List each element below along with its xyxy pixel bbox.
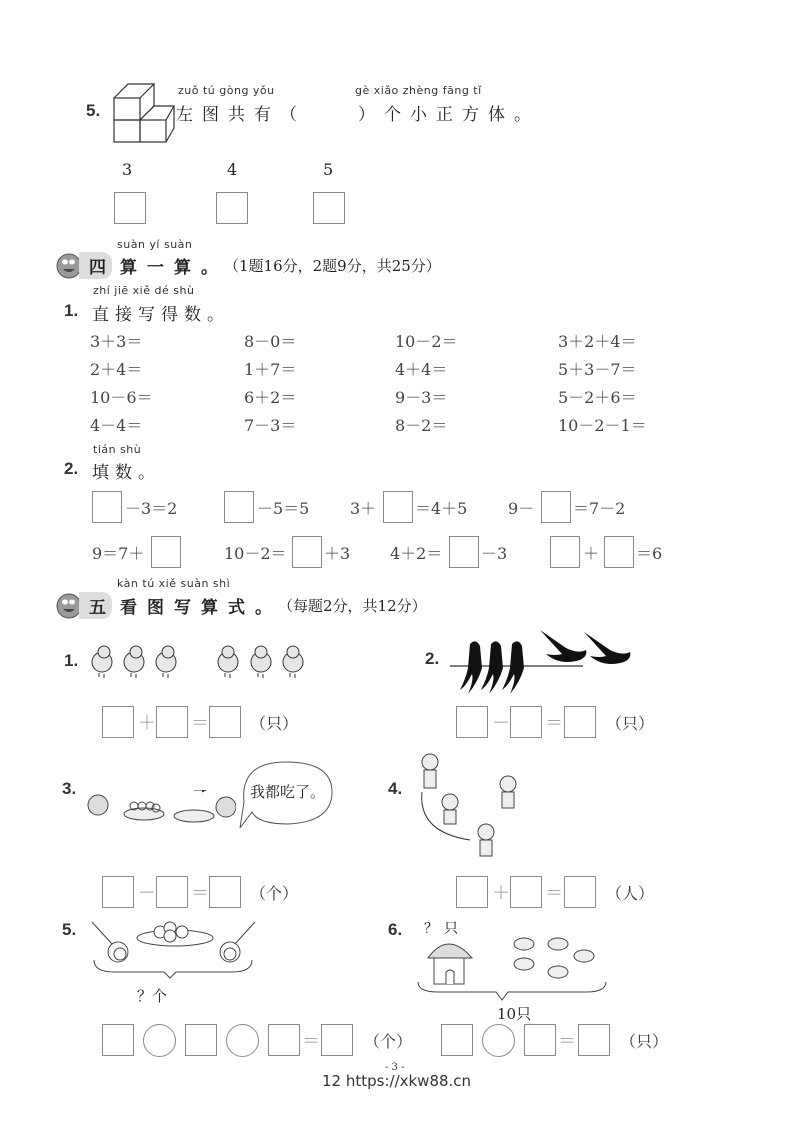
question-title: 填数。 bbox=[92, 463, 161, 483]
answer-box[interactable] bbox=[216, 192, 248, 224]
watermark: 12 https://xkw88.cn bbox=[322, 1072, 472, 1090]
equation-text: －3 bbox=[481, 544, 508, 563]
operator: ＝ bbox=[191, 883, 209, 904]
answer-box[interactable] bbox=[510, 876, 542, 908]
calc-item: 5＋3－7＝ bbox=[558, 360, 637, 379]
answer-box[interactable] bbox=[564, 876, 596, 908]
question-number: 3. bbox=[62, 779, 77, 798]
answer-box[interactable] bbox=[156, 706, 188, 738]
answer-box[interactable] bbox=[114, 192, 146, 224]
operator: － bbox=[138, 883, 156, 904]
children-illustration bbox=[410, 748, 540, 866]
brace-label: ？个 bbox=[137, 987, 168, 1005]
question-number: 1. bbox=[64, 651, 79, 670]
operator: － bbox=[492, 713, 510, 734]
section-header bbox=[55, 591, 427, 619]
answer-box[interactable] bbox=[224, 491, 254, 523]
question-number: 5. bbox=[62, 920, 77, 939]
operator-circle[interactable] bbox=[143, 1024, 176, 1057]
pinyin: kàn tú xiě suàn shì bbox=[117, 577, 231, 590]
mushroom-rabbits-illustration bbox=[414, 934, 614, 1004]
answer-box[interactable] bbox=[209, 706, 241, 738]
page-number: - 3 - bbox=[385, 1062, 405, 1073]
dumplings-illustration bbox=[90, 918, 260, 980]
option-label: 5 bbox=[323, 160, 334, 179]
answer-box[interactable] bbox=[185, 1024, 217, 1056]
answer-box[interactable] bbox=[510, 706, 542, 738]
calc-item: 2＋4＝ bbox=[90, 360, 143, 379]
speech-text: 我都吃了。 bbox=[250, 783, 326, 801]
answer-box[interactable] bbox=[604, 536, 634, 568]
answer-box[interactable] bbox=[102, 876, 134, 908]
answer-box[interactable] bbox=[321, 1024, 353, 1056]
calc-item: 1＋7＝ bbox=[244, 360, 297, 379]
equation-text: 10－2＝ bbox=[224, 544, 287, 563]
unit-label: （个） bbox=[250, 884, 299, 903]
answer-box[interactable] bbox=[209, 876, 241, 908]
equation-text: －5＝5 bbox=[257, 499, 310, 518]
operator-circle[interactable] bbox=[226, 1024, 259, 1057]
cubes-figure bbox=[110, 76, 176, 144]
equation-text: 3＋ bbox=[350, 499, 377, 518]
equation-text: ＝7－2 bbox=[573, 499, 626, 518]
answer-box[interactable] bbox=[151, 536, 181, 568]
answer-box[interactable] bbox=[383, 491, 413, 523]
calc-item: 10－2＝ bbox=[395, 332, 458, 351]
answer-box[interactable] bbox=[578, 1024, 610, 1056]
pinyin: gè xiǎo zhèng fāng tǐ bbox=[355, 84, 482, 97]
unit-label: （个） bbox=[364, 1032, 413, 1051]
equation-text: 9＝7＋ bbox=[92, 544, 145, 563]
section-score: （1题16分，2题9分，共25分） bbox=[224, 256, 441, 275]
equation-text: －3＝2 bbox=[125, 499, 178, 518]
answer-box[interactable] bbox=[449, 536, 479, 568]
calc-item: 4－4＝ bbox=[90, 416, 143, 435]
answer-box[interactable] bbox=[313, 192, 345, 224]
section-score: （每题2分，共12分） bbox=[278, 596, 427, 615]
calc-item: 3＋3＝ bbox=[90, 332, 143, 351]
answer-box[interactable] bbox=[524, 1024, 556, 1056]
answer-box[interactable] bbox=[102, 706, 134, 738]
answer-box[interactable] bbox=[268, 1024, 300, 1056]
question-number: 5. bbox=[86, 101, 101, 120]
calc-item: 5－2＋6＝ bbox=[558, 388, 637, 407]
question-number: 1. bbox=[64, 301, 79, 320]
equation-text: ＝6 bbox=[636, 544, 663, 563]
operator: ＋ bbox=[492, 883, 510, 904]
section-header bbox=[55, 251, 441, 279]
boy-plate-illustration bbox=[86, 790, 236, 826]
answer-box[interactable] bbox=[550, 536, 580, 568]
option-label: 4 bbox=[227, 160, 238, 179]
calc-item: 4＋4＝ bbox=[395, 360, 448, 379]
unit-label: （人） bbox=[606, 884, 655, 903]
answer-box[interactable] bbox=[456, 876, 488, 908]
operator: ＝ bbox=[302, 1031, 320, 1052]
equation-text: ＋3 bbox=[324, 544, 351, 563]
answer-box[interactable] bbox=[92, 491, 122, 523]
answer-box[interactable] bbox=[564, 706, 596, 738]
operator: ＝ bbox=[545, 713, 563, 734]
calc-item: 7－3＝ bbox=[244, 416, 297, 435]
answer-box[interactable] bbox=[156, 876, 188, 908]
calc-item: 6＋2＝ bbox=[244, 388, 297, 407]
pinyin: zuǒ tú gòng yǒu bbox=[178, 84, 275, 97]
question-number: 4. bbox=[388, 779, 403, 798]
answer-box[interactable] bbox=[441, 1024, 473, 1056]
operator: ＝ bbox=[191, 713, 209, 734]
section-title: 看图写算式。 bbox=[120, 597, 282, 618]
question-text: 左图共有（ ）个小正方体。 bbox=[176, 105, 540, 125]
calc-item: 10－2－1＝ bbox=[558, 416, 647, 435]
operator: ＝ bbox=[545, 883, 563, 904]
option-label: 3 bbox=[122, 160, 133, 179]
answer-box[interactable] bbox=[102, 1024, 134, 1056]
equation-text: ＝4＋5 bbox=[415, 499, 468, 518]
pinyin: zhí jiē xiě dé shù bbox=[93, 284, 195, 297]
calc-item: 3＋2＋4＝ bbox=[558, 332, 637, 351]
answer-box[interactable] bbox=[292, 536, 322, 568]
equation-text: 4＋2＝ bbox=[390, 544, 443, 563]
calc-item: 8－2＝ bbox=[395, 416, 448, 435]
unit-label: （只） bbox=[620, 1032, 669, 1051]
operator-circle[interactable] bbox=[482, 1024, 515, 1057]
question-number: 2. bbox=[425, 649, 440, 668]
answer-box[interactable] bbox=[456, 706, 488, 738]
section-badge: 四 bbox=[79, 252, 112, 279]
calc-item: 9－3＝ bbox=[395, 388, 448, 407]
equation-text: ＋ bbox=[583, 544, 600, 563]
top-label: ？只 bbox=[424, 921, 464, 937]
question-title: 直接写得数。 bbox=[92, 305, 230, 325]
pinyin: tián shù bbox=[93, 443, 142, 456]
section-badge: 五 bbox=[79, 592, 112, 619]
swallows-illustration bbox=[448, 622, 638, 694]
equation-text: 9－ bbox=[508, 499, 535, 518]
answer-box[interactable] bbox=[541, 491, 571, 523]
question-number: 2. bbox=[64, 459, 79, 478]
question-number: 6. bbox=[388, 920, 403, 939]
brace-label: 10只 bbox=[497, 1005, 532, 1023]
operator: ＋ bbox=[138, 713, 156, 734]
unit-label: （只） bbox=[250, 714, 299, 733]
calc-item: 10－6＝ bbox=[90, 388, 153, 407]
operator: ＝ bbox=[558, 1031, 576, 1052]
unit-label: （只） bbox=[606, 714, 655, 733]
section-title: 算一算。 bbox=[120, 257, 228, 278]
chicks-illustration bbox=[86, 642, 311, 678]
calc-item: 8－0＝ bbox=[244, 332, 297, 351]
pinyin: suàn yí suàn bbox=[117, 238, 193, 251]
